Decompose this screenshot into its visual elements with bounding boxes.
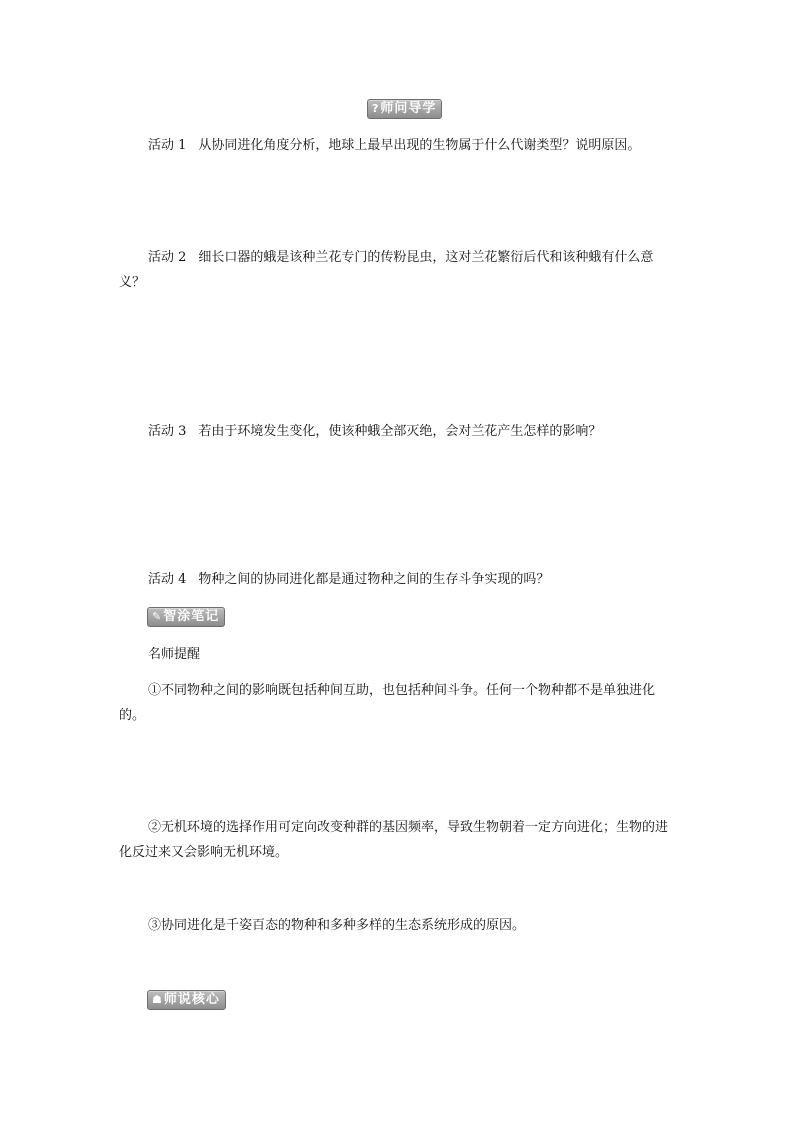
notes-badge: [147, 607, 225, 627]
activity-1: [119, 133, 679, 158]
activity-2: [119, 245, 679, 295]
activity-label: 活动 2: [148, 250, 187, 265]
activity-label: 活动 4: [148, 572, 187, 587]
notes-label: 智涂笔记: [163, 609, 220, 624]
activity-text: 若由于环境发生变化，使该种蛾全部灭绝，会对兰花产生怎样的影响？: [198, 424, 602, 439]
activity-text: 从协同进化角度分析，地球上最早出现的生物属于什么代谢类型？说明原因。: [198, 138, 641, 153]
teacher-guide-badge: [367, 99, 442, 119]
note-item-2: ②无机环境的选择作用可定向改变种群的基因频率，导致生物朝着一定方向进化；生物的进化反过来又会影响无机环境。: [119, 820, 669, 860]
core-badge: [147, 990, 226, 1010]
notes-heading: 名师提醒: [148, 647, 201, 662]
note-item-3: ③协同进化是千姿百态的物种和多种多样的生态系统形成的原因。: [148, 918, 526, 933]
activity-3: [119, 419, 679, 444]
activity-text: 细长口器的蛾是该种兰花专门的传粉昆虫，这对兰花繁衍后代和该种蛾有什么意义？: [119, 250, 654, 290]
activity-4: [119, 567, 679, 592]
note-item-1: ①不同物种之间的影响既包括种间互助，也包括种间斗争。任何一个物种都不是单独进化的。: [119, 683, 656, 723]
teacher-icon: ☗: [152, 993, 162, 1006]
pencil-icon: ✎: [152, 610, 162, 623]
activity-label: 活动 1: [148, 138, 187, 153]
activity-label: 活动 3: [148, 424, 187, 439]
activity-text: 物种之间的协同进化都是通过物种之间的生存斗争实现的吗？: [198, 572, 550, 587]
question-icon: ?: [372, 102, 379, 115]
core-label: 师说核心: [163, 992, 220, 1007]
teacher-guide-label: 师问导学: [380, 101, 437, 116]
